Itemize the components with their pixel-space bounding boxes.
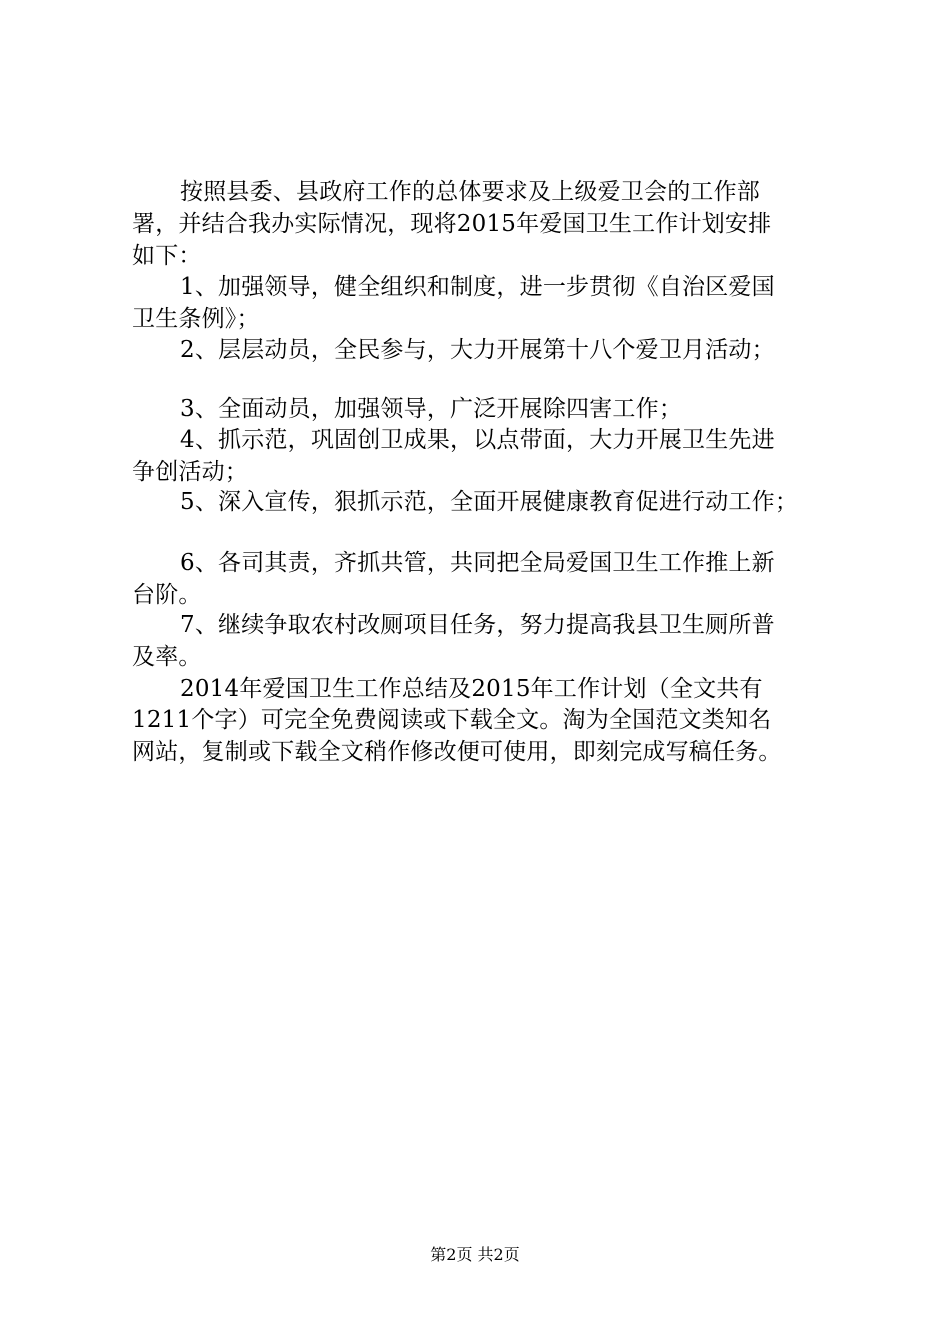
item-7-line-1: 7、继续争取农村改厕项目任务，努力提高我县卫生厕所普 — [180, 612, 775, 638]
item-6-line-2: 台阶。 — [132, 582, 202, 608]
page-number-footer: 第2页 共2页 — [430, 1245, 520, 1264]
paragraph-intro-line-2: 署，并结合我办实际情况，现将2015年爱国卫生工作计划安排 — [132, 211, 772, 237]
closing-paragraph-line-1: 2014年爱国卫生工作总结及2015年工作计划（全文共有 — [180, 676, 763, 702]
paragraph-intro-line-1: 按照县委、县政府工作的总体要求及上级爱卫会的工作部 — [180, 179, 760, 205]
closing-paragraph-line-3: 网站，复制或下载全文稍作修改便可使用，即刻完成写稿任务。 — [132, 739, 782, 765]
item-1-line-1: 1、加强领导，健全组织和制度，进一步贯彻《自治区爱国 — [180, 274, 775, 300]
item-4-line-2: 争创活动； — [132, 459, 248, 485]
paragraph-intro-line-3: 如下： — [132, 243, 202, 269]
item-7-line-2: 及率。 — [132, 644, 202, 670]
item-3-line-1: 3、全面动员，加强领导，广泛开展除四害工作； — [180, 396, 683, 422]
closing-paragraph-line-2: 1211个字）可完全免费阅读或下载全文。淘为全国范文类知名 — [132, 707, 772, 733]
item-2-line-1: 2、层层动员，全民参与，大力开展第十八个爱卫月活动； — [180, 337, 775, 363]
item-5-line-1: 5、深入宣传，狠抓示范，全面开展健康教育促进行动工作； — [180, 489, 799, 515]
item-6-line-1: 6、各司其责，齐抓共管，共同把全局爱国卫生工作推上新 — [180, 550, 775, 576]
item-1-line-2: 卫生条例》； — [132, 306, 260, 332]
item-4-line-1: 4、抓示范，巩固创卫成果，以点带面，大力开展卫生先进 — [180, 427, 775, 453]
